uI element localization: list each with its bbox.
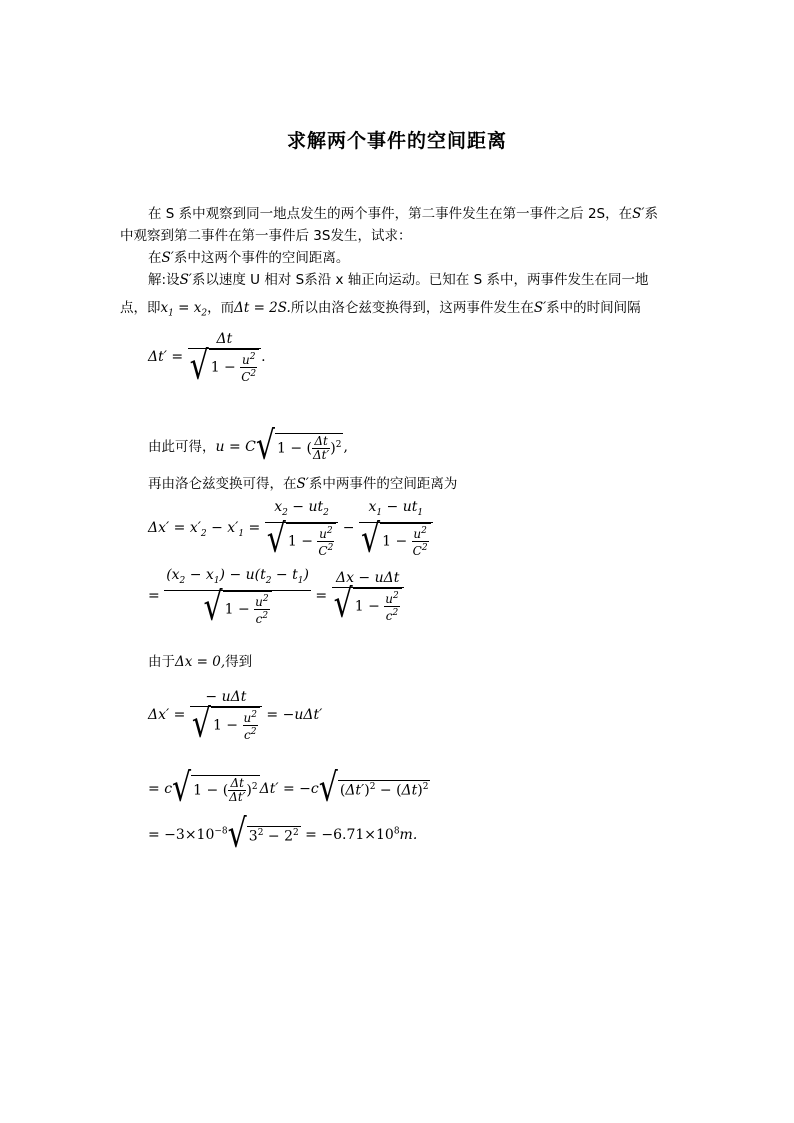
dx-zero: Δx = 0, xyxy=(175,654,226,670)
problem-question xyxy=(148,246,349,266)
solution-text: 由此可得， xyxy=(148,439,216,455)
problem-line-1 xyxy=(148,202,658,222)
question-text: 在 xyxy=(148,250,162,266)
solution-text: 所以由洛仑兹变换得到，这两事件发生在 xyxy=(290,300,534,316)
solution-text: 点，即 xyxy=(120,300,161,316)
x-equality: $x_1 = x_2$ xyxy=(160,300,208,319)
s-prime-symbol: S′ xyxy=(296,476,309,492)
solution-text: 由于 xyxy=(148,654,175,670)
derive-u-line xyxy=(148,423,348,470)
document-title: 求解两个事件的空间距离 xyxy=(286,130,507,152)
solution-intro xyxy=(148,268,648,288)
solution-text: ，而 xyxy=(207,300,235,316)
solution-text: 得到 xyxy=(225,654,253,670)
problem-text: 在 S 系中观察到同一地点发生的两个事件，第二事件发生在第一事件之后 2S，在 xyxy=(148,206,633,222)
problem-text: 系 xyxy=(644,206,658,222)
solution-label: 解: xyxy=(148,272,167,288)
solution-text: 再由洛仑兹变换可得，在 xyxy=(148,476,297,492)
result-exponent: −8 xyxy=(214,826,228,837)
equation-result: = $-3\times 10^{-8}√$ $3^2 - 2^2 = -6.71\times 10^8m$. xyxy=(148,811,418,858)
equation-space-interval-1: $\Delta x' = x'_2 - x'_1$ = $x_2 - ut_2$ √ 1 − $\frac{u^2}{C^2}$ − $x_1 - ut_1$ √ 1 − $\frac{u^2}{C^2}$ xyxy=(148,498,433,558)
equation-space-interval-4: = c√ 1 − ( $\frac{\Delta t}{\Delta t'}$ )$^2$ Δt′ = −c√ $(\Delta t')^2 - (\Delta t)^2$ xyxy=(148,765,429,812)
result-value: = −6.71×10 xyxy=(305,827,394,843)
s-prime-symbol: S′ xyxy=(533,300,547,316)
solution-text: 设 xyxy=(166,272,180,288)
solution-text: 系以速度 U 相对 S系沿 x 轴正向运动。已知在 S 系中，两事件发生在同一地 xyxy=(191,272,649,288)
result-unit: m. xyxy=(399,827,418,843)
equation-u: u = C√ 1 − ( $\frac{\Delta t}{\Delta t'}$ )$^2$ , xyxy=(215,423,348,470)
solution-line-2 xyxy=(120,296,641,319)
result-coefficient: = −3×10 xyxy=(148,827,215,843)
solution-text: 系中的时间间隔 xyxy=(546,300,641,316)
problem-line-2: 中观察到第二事件在第一事件后 3S发生，试求： xyxy=(120,228,412,244)
solution-text: 系中两事件的空间距离为 xyxy=(308,476,458,492)
equation-space-interval-2: = $(x_2 - x_1) - u(t_2 - t_1)$ √ 1 − $\frac{u^2}{c^2}$ = Δx − uΔt √ 1 − $\frac{u^2}{c^2}$ xyxy=(148,566,404,626)
s-prime-symbol: S′ xyxy=(179,272,192,288)
lorentz-text xyxy=(148,472,457,492)
dt-equation: Δt = 2S. xyxy=(234,300,291,316)
s-prime-symbol: S′ xyxy=(632,206,645,222)
equation-space-interval-3: Δx′ = − uΔt √ 1 − $\frac{u^2}{c^2}$ = −uΔt′ xyxy=(148,689,323,747)
equation-time-dilation: Δt′ = Δt √ 1 − $\frac{u^2}{C^2}$ . xyxy=(148,331,266,389)
question-text: 系中这两个事件的空间距离。 xyxy=(173,250,350,266)
s-prime-symbol: S′ xyxy=(161,250,174,266)
result-exponent-2: 8 xyxy=(393,826,400,837)
since-line xyxy=(148,650,252,670)
